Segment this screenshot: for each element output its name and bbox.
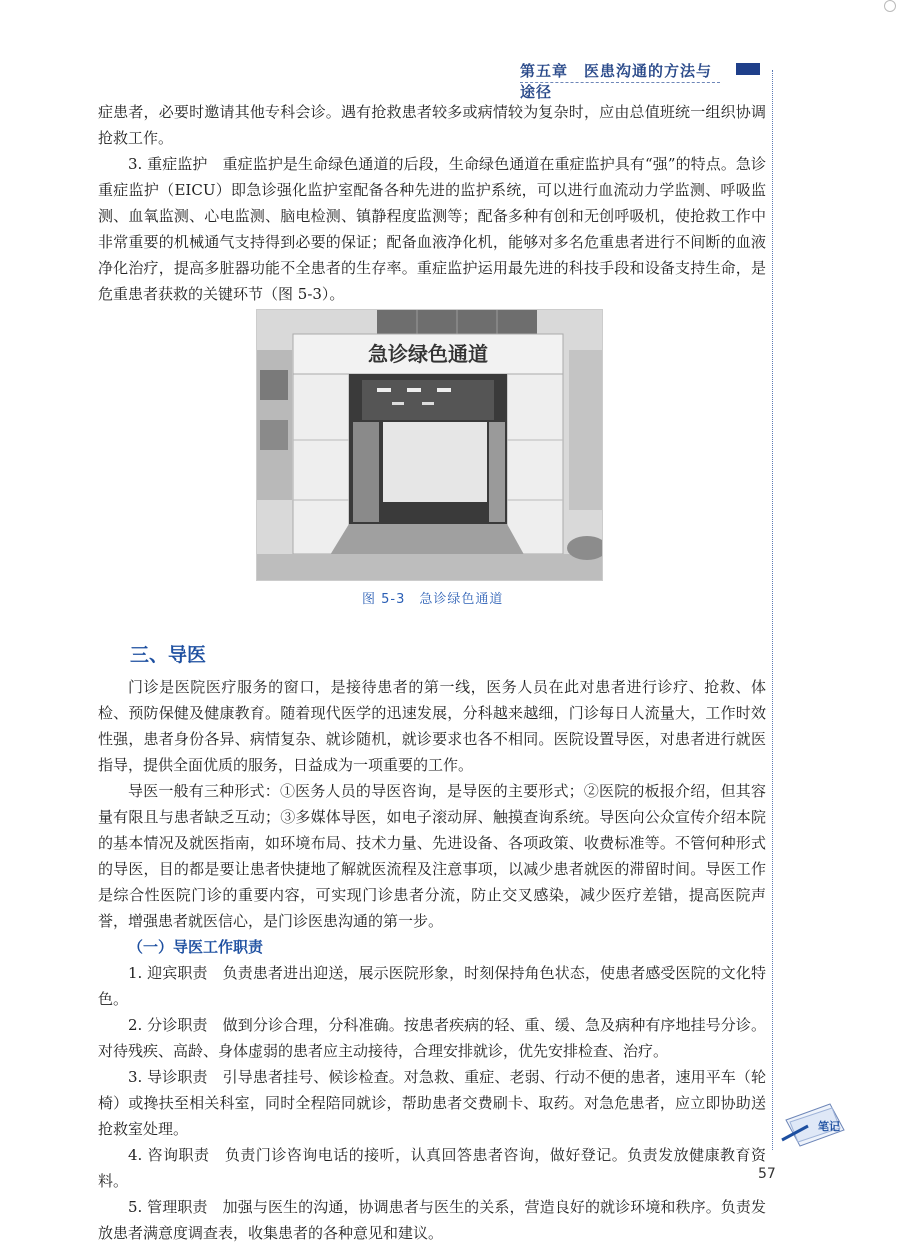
figure-photo-green-channel: [256, 309, 603, 581]
paragraph: 导医一般有三种形式：①医务人员的导医咨询，是导医的主要形式；②医院的板报介绍，但其容量有限且与患者缺乏互动；③多媒体导医，如电子滚动屏、触摸查询系统。导医向公众宣传介绍本院的基本情况及就医指南，如环境布局、技术力量、先进设备、各项政策、收费标准等。不管何种形式的导医，目的都是要让患者快捷地了解就医流程及注意事项，以减少患者就医的滞留时间。导医工作是综合性医院门诊的重要内容，可实现门诊患者分流，防止交叉感染，减少医疗差错，提高医院声誉，增强患者就医信心，是门诊医患沟通的第一步。: [98, 782, 766, 930]
duty-item: 1. 迎宾职责 负责患者进出迎送，展示医院形象，时刻保持角色状态，使患者感受医院的文化特色。: [98, 964, 766, 1008]
duty-item: 3. 导诊职责 引导患者挂号、候诊检查。对急救、重症、老弱、行动不便的患者，速用平车（轮椅）或搀扶至相关科室，同时全程陪同就诊，帮助患者交费刷卡、取药。对急危患者，应立即协助送抢救室处理。: [98, 1068, 766, 1138]
body-text-bottom: [98, 674, 766, 1246]
duty-item: 5. 管理职责 加强与医生的沟通，协调患者与医生的关系，营造良好的就诊环境和秩序。负责发放患者满意度调查表，收集患者的各种意见和建议。: [98, 1198, 766, 1242]
notes-margin-line: [772, 70, 773, 1150]
subsection-title: （一）导医工作职责: [128, 938, 264, 956]
header-rule: [520, 82, 720, 83]
corner-punch-mark: [884, 0, 896, 12]
section-title: 三、导医: [130, 644, 207, 666]
notes-label: 笔记: [818, 1120, 840, 1133]
paragraph: 症患者，必要时邀请其他专科会诊。遇有抢救患者较多或病情较为复杂时，应由总值班统一组织协调抢救工作。: [98, 103, 766, 147]
body-text-top: [98, 99, 766, 307]
page-number: 57: [758, 1166, 776, 1182]
paragraph: 3. 重症监护 重症监护是生命绿色通道的后段，生命绿色通道在重症监护具有“强”的特点。急诊重症监护（EICU）即急诊强化监护室配备各种先进的监护系统，可以进行血流动力学监测、呼吸监测、血氧监测、心电监测、脑电检测、镇静程度监测等；配备多种有创和无创呼吸机，使抢救工作中非常重要的机械通气支持得到必要的保证；配备血液净化机，能够对多名危重患者进行不间断的血液净化治疗，提高多脏器功能不全患者的生存率。重症监护运用最先进的科技手段和设备支持生命，是危重患者获救的关键环节（图 5-3）。: [98, 155, 766, 303]
running-header: [520, 60, 760, 101]
duty-item: 2. 分诊职责 做到分诊合理，分科准确。按患者疾病的轻、重、缓、急及病种有序地挂号分诊。对待残疾、高龄、身体虚弱的患者应主动接待，合理安排就诊，优先安排检查、治疗。: [98, 1016, 766, 1060]
photo-illustration: [257, 310, 602, 580]
header-accent-block: [736, 63, 760, 75]
paragraph: 门诊是医院医疗服务的窗口，是接待患者的第一线，医务人员在此对患者进行诊疗、抢救、体检、预防保健及健康教育。随着现代医学的迅速发展，分科越来越细，门诊每日人流量大，工作时效性强，患者身份各异、病情复杂、就诊随机，就诊要求也各不相同。医院设置导医，对患者进行就医指导，提供全面优质的服务，日益成为一项重要的工作。: [98, 678, 766, 774]
chapter-title: 第五章 医患沟通的方法与途径: [520, 62, 713, 101]
sign-text: 急诊绿色通道: [368, 342, 488, 366]
figure-caption: 图 5-3 急诊绿色通道: [362, 592, 504, 607]
notes-icon: [778, 1100, 848, 1148]
duty-item: 4. 咨询职责 负责门诊咨询电话的接听，认真回答患者咨询，做好登记。负责发放健康教育资料。: [98, 1146, 766, 1190]
